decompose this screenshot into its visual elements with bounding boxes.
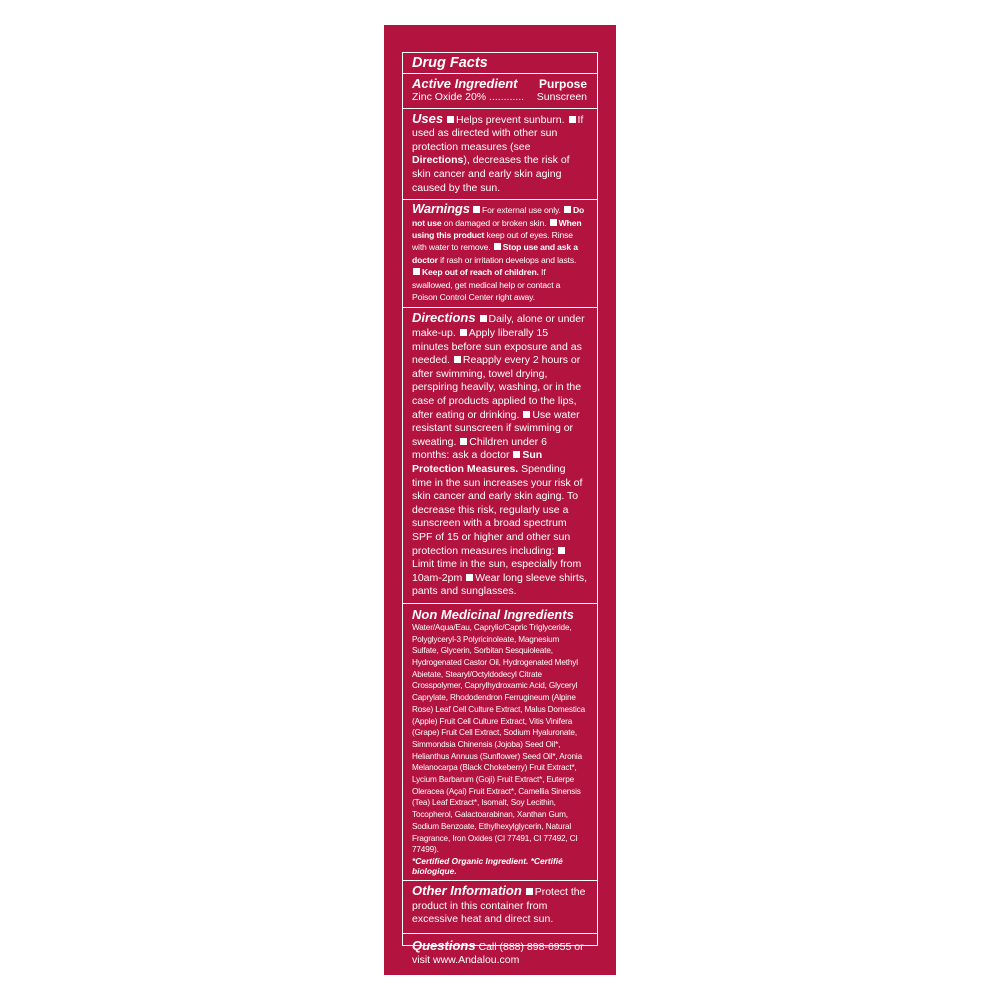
direction-1: Daily, alone or under make-up. <box>412 313 585 339</box>
uses-item-2a: If used as directed with other sun protection measures (see <box>412 113 584 153</box>
active-header-row <box>412 76 587 91</box>
bullet-square-icon <box>526 888 533 895</box>
directions-section <box>403 308 597 603</box>
direction-3: Reapply every 2 hours or after swimming, towel drying, perspiring heavily, washing, or in the case of products applied to the lips, after eating or drinking. <box>412 354 582 421</box>
uses-heading: Uses <box>412 110 444 126</box>
warning-4: if rash or irritation develops and lasts. <box>440 254 577 265</box>
other-information-text: Protect the product in this container from excessive heat and direct sun. <box>412 885 586 926</box>
direction-8: Wear long sleeve shirts, pants and sunglasses. <box>412 571 587 598</box>
drug-facts-header-section <box>403 53 597 74</box>
active-ingredient-heading: Active Ingredient <box>412 76 518 91</box>
questions-text: Call (888) 898-6955 or visit www.Andalou.com <box>412 940 584 967</box>
uses-item-1: Helps prevent sunburn. <box>456 113 565 126</box>
bullet-square-icon <box>513 451 520 458</box>
other-information-heading: Other Information <box>412 882 522 898</box>
bullet-square-icon <box>460 329 467 336</box>
bullet-square-icon <box>447 116 454 123</box>
non-medicinal-heading: Non Medicinal Ingredients <box>412 606 574 622</box>
bullet-square-icon <box>564 206 571 213</box>
direction-4: Use water resistant sunscreen if swimming or sweating. <box>412 408 580 448</box>
warning-4-bold: Stop use and ask a doctor <box>412 242 578 265</box>
bullet-square-icon <box>466 574 473 581</box>
warning-3: keep out of eyes. Rinse with water to remove. <box>412 229 573 253</box>
direction-6: Spending time in the sun increases your risk of skin cancer and early skin aging. To decrease this risk, regularly use a sunscreen with a broad spectrum SPF of 15 or higher and other sun protection measures including: <box>412 462 583 557</box>
bullet-square-icon <box>460 438 467 445</box>
uses-item-2c: ), decreases the risk of skin cancer and early skin aging caused by the sun. <box>412 154 570 194</box>
bullet-square-icon <box>558 547 565 554</box>
purpose-heading: Purpose <box>538 77 587 91</box>
product-box-side <box>384 25 616 975</box>
non-medicinal-section <box>403 604 597 881</box>
bullet-square-icon <box>480 315 487 322</box>
bullet-square-icon <box>473 206 480 213</box>
bullet-square-icon <box>523 411 530 418</box>
questions-section <box>403 934 597 972</box>
warning-5-bold: Keep out of reach of children. <box>422 267 539 278</box>
questions-heading: Questions <box>412 937 476 953</box>
non-medicinal-text: Water/Aqua/Eau, Caprylic/Capric Triglyceride, Polyglyceryl-3 Polyricinoleate, Magnesium Sulfate, Glycerin, Sorbitan Sesquioleate, Hydrogenated Castor Oil, Hydrogenated Methyl Abietate, Stearyl/Octyldodecyl Citrate Crosspolymer, Caprylhydroxamic Acid, Glyceryl Caprylate, Rhododendron Ferrugineum (Alpine Rose) Leaf Cell Culture Extract, Malus Domestica (Apple) Fruit Cell Culture Extract, Vitis Vinifera (Grape) Fruit Cell Extract, Sodium Hyaluronate, Simmondsia Chinensis (Jojoba) Seed Oil*, Helianthus Annuus (Sunflower) Seed Oil*, Aronia Melanocarpa (Black Chokeberry) Fruit Extract*, Lycium Barbarum (Goji) Fruit Extract*, Euterpe Oleracea (Açai) Fruit Extract*, Camellia Sinensis (Tea) Leaf Extract*, Isomalt, Soy Lecithin, Tocopherol, Galactoarabinan, Xanthan Gum, Sodium Benzoate, Ethylhexylglycerin, Natural Fragrance, Iron Oxides (CI 77491, CI 77492, CI 77499). <box>412 622 585 855</box>
drug-facts-panel <box>402 52 598 967</box>
warning-2-bold: Do not use <box>412 205 585 228</box>
bullet-square-icon <box>494 243 501 250</box>
bullet-square-icon <box>550 219 557 226</box>
warning-3-bold: When using this product <box>412 217 582 240</box>
warnings-heading: Warnings <box>412 201 470 217</box>
active-ingredient-value: Zinc Oxide 20% ............ <box>412 91 525 103</box>
uses-directions-ref: Directions <box>412 154 464 167</box>
active-ingredient-row <box>412 91 587 105</box>
warning-2: on damaged or broken skin. <box>443 217 547 228</box>
direction-7: Limit time in the sun, especially from 10am-2pm <box>412 558 582 584</box>
bullet-square-icon <box>454 356 461 363</box>
active-ingredient-section <box>403 74 597 109</box>
directions-heading: Directions <box>412 310 476 326</box>
other-information-section <box>403 881 597 934</box>
direction-5: Children under 6 months: ask a doctor <box>412 435 547 462</box>
bullet-square-icon <box>413 268 420 275</box>
drug-facts-title: Drug Facts <box>412 55 488 71</box>
warning-5: If swallowed, get medical help or contact a Poison Control Center right away. <box>412 267 561 302</box>
purpose-value: Sunscreen <box>536 91 587 103</box>
direction-2: Apply liberally 15 minutes before sun exposure and as needed. <box>412 327 582 367</box>
warnings-section <box>403 200 597 308</box>
sun-protection-heading: Sun Protection Measures. <box>412 449 543 475</box>
bullet-square-icon <box>569 116 576 123</box>
uses-section <box>403 109 597 201</box>
warning-1: For external use only. <box>482 205 561 216</box>
organic-note: *Certified Organic Ingredient. *Certifié biologique. <box>412 855 563 876</box>
